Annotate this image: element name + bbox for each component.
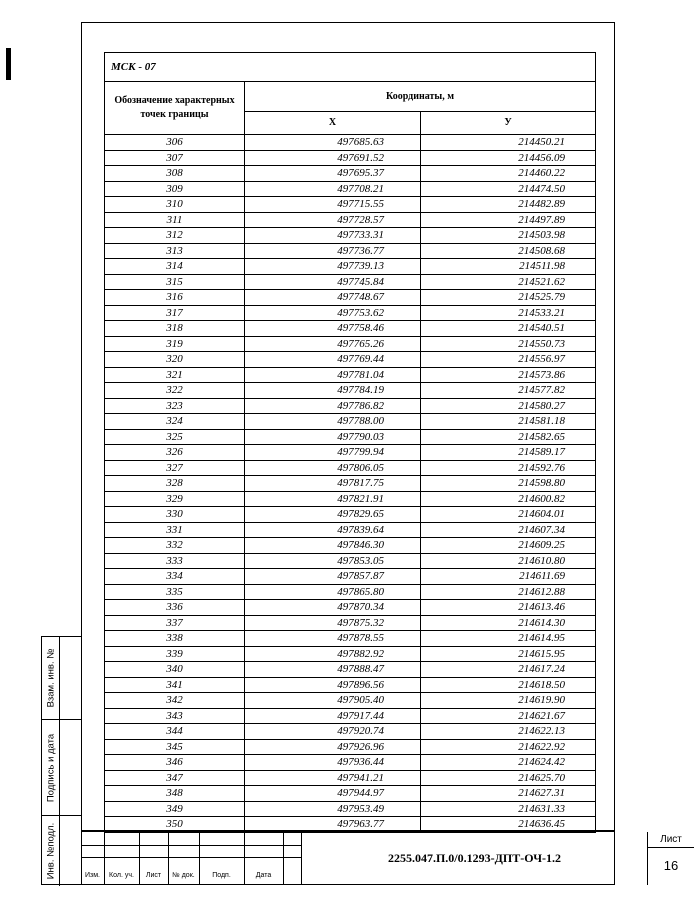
point-number: 335 xyxy=(105,584,245,600)
table-row xyxy=(105,336,596,352)
revision-column-label: Изм. xyxy=(85,872,100,879)
x-coordinate: 497896.56 xyxy=(245,677,421,693)
point-number: 336 xyxy=(105,600,245,616)
revision-column-label: Лист xyxy=(145,872,162,879)
table-row xyxy=(105,584,596,600)
x-coordinate: 497753.62 xyxy=(245,305,421,321)
y-coordinate: 214615.95 xyxy=(421,646,596,662)
y-coordinate: 214598.80 xyxy=(421,476,596,492)
table-row xyxy=(105,708,596,724)
sheet-box xyxy=(647,832,694,885)
table-row xyxy=(105,212,596,228)
y-coordinate: 214525.79 xyxy=(421,290,596,306)
x-coordinate: 497781.04 xyxy=(245,367,421,383)
x-coordinate: 497685.63 xyxy=(245,135,421,151)
table-row xyxy=(105,228,596,244)
sheet-number: 16 xyxy=(663,858,679,873)
y-coordinate: 214617.24 xyxy=(421,662,596,678)
x-coordinate: 497870.34 xyxy=(245,600,421,616)
x-coordinate: 497882.92 xyxy=(245,646,421,662)
x-coordinate: 497821.91 xyxy=(245,491,421,507)
x-coordinate: 497936.44 xyxy=(245,755,421,771)
y-coordinate: 214540.51 xyxy=(421,321,596,337)
point-number: 313 xyxy=(105,243,245,259)
point-number: 333 xyxy=(105,553,245,569)
point-number: 316 xyxy=(105,290,245,306)
side-stamp-row xyxy=(42,816,82,886)
point-number: 306 xyxy=(105,135,245,151)
x-coordinate: 497806.05 xyxy=(245,460,421,476)
x-coordinate: 497817.75 xyxy=(245,476,421,492)
y-coordinate: 214508.68 xyxy=(421,243,596,259)
y-coordinate: 214607.34 xyxy=(421,522,596,538)
y-coordinate: 214550.73 xyxy=(421,336,596,352)
x-coordinate: 497708.21 xyxy=(245,181,421,197)
table-row xyxy=(105,646,596,662)
table-row xyxy=(105,569,596,585)
y-coordinate: 214592.76 xyxy=(421,460,596,476)
table-row xyxy=(105,460,596,476)
y-coordinate: 214609.25 xyxy=(421,538,596,554)
x-coordinate: 497875.32 xyxy=(245,615,421,631)
point-number: 343 xyxy=(105,708,245,724)
point-number: 345 xyxy=(105,739,245,755)
table-row xyxy=(105,166,596,182)
table-body xyxy=(105,135,596,833)
binding-mark xyxy=(6,48,11,80)
table-row xyxy=(105,677,596,693)
x-coordinate: 497829.65 xyxy=(245,507,421,523)
y-coordinate: 214625.70 xyxy=(421,770,596,786)
x-coordinate: 497853.05 xyxy=(245,553,421,569)
table-row xyxy=(105,290,596,306)
point-number: 318 xyxy=(105,321,245,337)
table-row xyxy=(105,739,596,755)
table-row xyxy=(105,476,596,492)
point-number: 324 xyxy=(105,414,245,430)
y-coordinate: 214613.46 xyxy=(421,600,596,616)
x-coordinate: 497926.96 xyxy=(245,739,421,755)
y-coordinate: 214636.45 xyxy=(421,817,596,833)
x-coordinate: 497784.19 xyxy=(245,383,421,399)
table-row xyxy=(105,553,596,569)
point-number: 319 xyxy=(105,336,245,352)
table-row xyxy=(105,662,596,678)
y-coordinate: 214614.95 xyxy=(421,631,596,647)
y-coordinate: 214497.89 xyxy=(421,212,596,228)
x-coordinate: 497788.00 xyxy=(245,414,421,430)
y-coordinate: 214456.09 xyxy=(421,150,596,166)
x-coordinate: 497728.57 xyxy=(245,212,421,228)
x-coordinate: 497920.74 xyxy=(245,724,421,740)
x-column-header: Х xyxy=(245,112,421,135)
coordinate-system-label: МСК - 07 xyxy=(105,53,596,82)
point-number: 329 xyxy=(105,491,245,507)
table-row xyxy=(105,243,596,259)
y-coordinate: 214624.42 xyxy=(421,755,596,771)
table-row xyxy=(105,693,596,709)
x-coordinate: 497736.77 xyxy=(245,243,421,259)
title-block xyxy=(81,830,682,885)
document-code: 2255.047.П.0/0.1293-ДПТ-ОЧ-1.2 xyxy=(301,832,647,885)
table-row xyxy=(105,352,596,368)
y-coordinate: 214604.01 xyxy=(421,507,596,523)
table-row xyxy=(105,491,596,507)
y-coordinate: 214573.86 xyxy=(421,367,596,383)
y-coordinate: 214627.31 xyxy=(421,786,596,802)
point-number: 323 xyxy=(105,398,245,414)
revision-column-label: Кол. уч. xyxy=(109,872,134,879)
table-row xyxy=(105,445,596,461)
table-row xyxy=(105,181,596,197)
point-number: 332 xyxy=(105,538,245,554)
x-coordinate: 497888.47 xyxy=(245,662,421,678)
y-coordinate: 214614.30 xyxy=(421,615,596,631)
table-row xyxy=(105,600,596,616)
x-coordinate: 497790.03 xyxy=(245,429,421,445)
y-coordinate: 214533.21 xyxy=(421,305,596,321)
y-coordinate: 214589.17 xyxy=(421,445,596,461)
point-number: 338 xyxy=(105,631,245,647)
x-coordinate: 497953.49 xyxy=(245,801,421,817)
x-coordinate: 497799.94 xyxy=(245,445,421,461)
y-coordinate: 214611.69 xyxy=(421,569,596,585)
x-coordinate: 497865.80 xyxy=(245,584,421,600)
point-number: 349 xyxy=(105,801,245,817)
point-number: 321 xyxy=(105,367,245,383)
point-number: 337 xyxy=(105,615,245,631)
y-coordinate: 214556.97 xyxy=(421,352,596,368)
point-number: 311 xyxy=(105,212,245,228)
x-coordinate: 497739.13 xyxy=(245,259,421,275)
y-coordinate: 214521.62 xyxy=(421,274,596,290)
table-row xyxy=(105,274,596,290)
point-number: 310 xyxy=(105,197,245,213)
revision-grid xyxy=(81,832,301,885)
y-coordinate: 214460.22 xyxy=(421,166,596,182)
sheet-label: Лист xyxy=(648,832,694,848)
point-number: 314 xyxy=(105,259,245,275)
side-stamp-label: Инв. №подл. xyxy=(45,822,56,880)
point-number: 331 xyxy=(105,522,245,538)
side-stamp-label: Подпись и дата xyxy=(45,733,56,802)
table-row xyxy=(105,770,596,786)
y-coordinate: 214600.82 xyxy=(421,491,596,507)
x-coordinate: 497695.37 xyxy=(245,166,421,182)
x-coordinate: 497839.64 xyxy=(245,522,421,538)
table-row xyxy=(105,724,596,740)
point-number: 320 xyxy=(105,352,245,368)
x-coordinate: 497941.21 xyxy=(245,770,421,786)
coordinates-table xyxy=(104,52,596,833)
point-number: 340 xyxy=(105,662,245,678)
side-stamp xyxy=(41,636,81,885)
table-row xyxy=(105,522,596,538)
y-coordinate: 214450.21 xyxy=(421,135,596,151)
x-coordinate: 497944.97 xyxy=(245,786,421,802)
coordinates-header: Координаты, м xyxy=(245,82,596,112)
side-stamp-label: Взам. инв. № xyxy=(45,648,56,708)
y-column-header: У xyxy=(421,112,596,135)
revision-column-label: Подп. xyxy=(212,872,231,879)
point-number: 350 xyxy=(105,817,245,833)
y-coordinate: 214577.82 xyxy=(421,383,596,399)
point-number: 322 xyxy=(105,383,245,399)
x-coordinate: 497786.82 xyxy=(245,398,421,414)
y-coordinate: 214482.89 xyxy=(421,197,596,213)
point-number: 341 xyxy=(105,677,245,693)
table-row xyxy=(105,507,596,523)
table-row xyxy=(105,321,596,337)
y-coordinate: 214619.90 xyxy=(421,693,596,709)
points-column-header: Обозначение характерных точек границы xyxy=(105,82,245,135)
point-number: 330 xyxy=(105,507,245,523)
y-coordinate: 214580.27 xyxy=(421,398,596,414)
revision-column-label: № док. xyxy=(172,872,195,879)
y-coordinate: 214503.98 xyxy=(421,228,596,244)
y-coordinate: 214631.33 xyxy=(421,801,596,817)
point-number: 317 xyxy=(105,305,245,321)
y-coordinate: 214582.65 xyxy=(421,429,596,445)
table-row xyxy=(105,305,596,321)
y-coordinate: 214621.67 xyxy=(421,708,596,724)
table-row xyxy=(105,429,596,445)
x-coordinate: 497963.77 xyxy=(245,817,421,833)
point-number: 327 xyxy=(105,460,245,476)
y-coordinate: 214618.50 xyxy=(421,677,596,693)
point-number: 326 xyxy=(105,445,245,461)
y-coordinate: 214612.88 xyxy=(421,584,596,600)
table-row xyxy=(105,786,596,802)
y-coordinate: 214622.13 xyxy=(421,724,596,740)
side-stamp-row xyxy=(42,720,82,816)
point-number: 342 xyxy=(105,693,245,709)
point-number: 325 xyxy=(105,429,245,445)
table-row xyxy=(105,150,596,166)
point-number: 312 xyxy=(105,228,245,244)
table-row xyxy=(105,383,596,399)
point-number: 347 xyxy=(105,770,245,786)
x-coordinate: 497857.87 xyxy=(245,569,421,585)
x-coordinate: 497917.44 xyxy=(245,708,421,724)
y-coordinate: 214610.80 xyxy=(421,553,596,569)
point-number: 348 xyxy=(105,786,245,802)
table-row xyxy=(105,135,596,151)
x-coordinate: 497905.40 xyxy=(245,693,421,709)
table-row xyxy=(105,755,596,771)
x-coordinate: 497748.67 xyxy=(245,290,421,306)
point-number: 328 xyxy=(105,476,245,492)
point-number: 307 xyxy=(105,150,245,166)
x-coordinate: 497878.55 xyxy=(245,631,421,647)
side-stamp-row xyxy=(42,637,82,720)
point-number: 334 xyxy=(105,569,245,585)
x-coordinate: 497846.30 xyxy=(245,538,421,554)
table-row xyxy=(105,367,596,383)
revision-column-label: Дата xyxy=(255,872,272,879)
table-row xyxy=(105,414,596,430)
table-row xyxy=(105,801,596,817)
point-number: 315 xyxy=(105,274,245,290)
table-row xyxy=(105,538,596,554)
x-coordinate: 497765.26 xyxy=(245,336,421,352)
table-row xyxy=(105,259,596,275)
table-row xyxy=(105,398,596,414)
x-coordinate: 497745.84 xyxy=(245,274,421,290)
point-number: 308 xyxy=(105,166,245,182)
x-coordinate: 497691.52 xyxy=(245,150,421,166)
table-row xyxy=(105,615,596,631)
x-coordinate: 497715.55 xyxy=(245,197,421,213)
table-row xyxy=(105,197,596,213)
y-coordinate: 214511.98 xyxy=(421,259,596,275)
table-row xyxy=(105,631,596,647)
y-coordinate: 214474.50 xyxy=(421,181,596,197)
x-coordinate: 497758.46 xyxy=(245,321,421,337)
point-number: 346 xyxy=(105,755,245,771)
point-number: 339 xyxy=(105,646,245,662)
y-coordinate: 214622.92 xyxy=(421,739,596,755)
point-number: 344 xyxy=(105,724,245,740)
x-coordinate: 497733.31 xyxy=(245,228,421,244)
y-coordinate: 214581.18 xyxy=(421,414,596,430)
point-number: 309 xyxy=(105,181,245,197)
x-coordinate: 497769.44 xyxy=(245,352,421,368)
